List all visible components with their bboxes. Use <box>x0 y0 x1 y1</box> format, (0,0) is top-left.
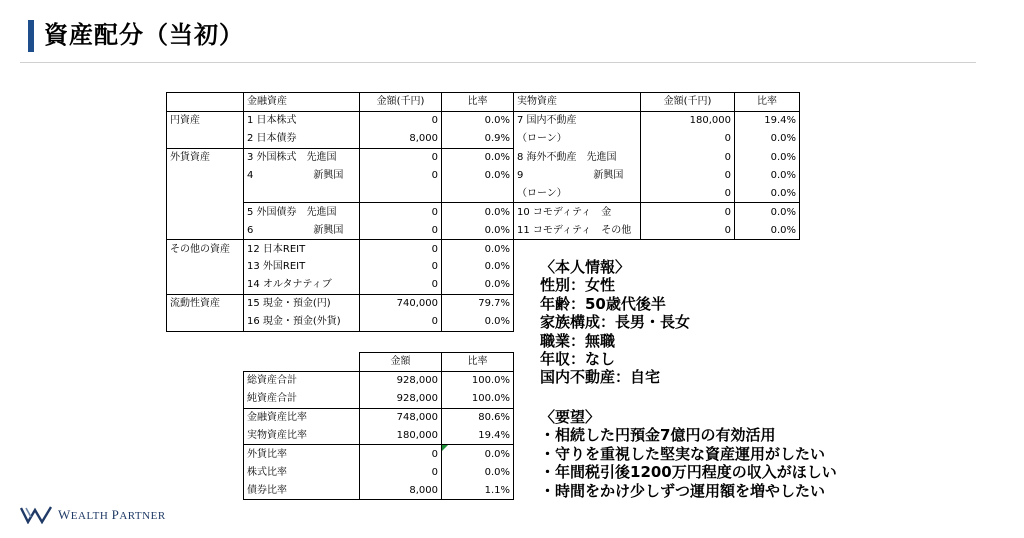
financial-amount: 0 <box>360 148 442 166</box>
financial-item: 1 日本株式 <box>244 111 360 129</box>
title-divider <box>20 62 976 63</box>
summary-amount: 748,000 <box>360 408 442 426</box>
profile-line: 家族構成：長男・長女 <box>540 313 691 332</box>
category-cell <box>167 167 244 185</box>
summary-ratio: 1.1% <box>442 481 514 499</box>
financial-amount: 0 <box>360 167 442 185</box>
company-logo <box>20 506 166 524</box>
category-cell <box>167 276 244 294</box>
profile-line: 年収：なし <box>540 350 616 369</box>
table-row <box>167 240 800 258</box>
real-amount: 0 <box>641 203 735 221</box>
summary-amount: 0 <box>360 445 442 463</box>
wealth-partner-logo-icon <box>20 506 52 524</box>
summary-amount: 8,000 <box>360 481 442 499</box>
real-item: 8 海外不動産 先進国 <box>514 148 641 166</box>
summary-header-amount: 金額 <box>360 353 442 372</box>
summary-label: 総資産合計 <box>244 371 360 389</box>
header-amount: 金額(千円) <box>360 93 442 112</box>
category-cell: 円資産 <box>167 111 244 129</box>
financial-ratio <box>442 184 514 202</box>
real-amount: 0 <box>641 221 735 239</box>
summary-ratio: 100.0% <box>442 390 514 408</box>
table-row <box>167 148 800 166</box>
summary-amount: 180,000 <box>360 427 442 445</box>
table-row <box>167 167 800 185</box>
financial-amount <box>360 184 442 202</box>
real-item: 9 新興国 <box>514 167 641 185</box>
table-row <box>167 130 800 148</box>
financial-item: 3 外国株式 先進国 <box>244 148 360 166</box>
summary-ratio: 0.0% <box>442 463 514 481</box>
financial-ratio: 0.0% <box>442 148 514 166</box>
category-cell <box>167 221 244 239</box>
real-item: 10 コモディティ 金 <box>514 203 641 221</box>
profile-heading: 〈本人情報〉 <box>540 258 631 276</box>
financial-ratio: 0.0% <box>442 276 514 294</box>
category-cell <box>167 130 244 148</box>
page-title: 資産配分（当初） <box>44 21 244 49</box>
financial-amount: 0 <box>360 221 442 239</box>
real-ratio: 0.0% <box>735 203 800 221</box>
financial-item: 12 日本REIT <box>244 240 360 258</box>
summary-label: 金融資産比率 <box>244 408 360 426</box>
real-ratio: 0.0% <box>735 167 800 185</box>
summary-row <box>244 481 514 499</box>
table-row <box>167 203 800 221</box>
financial-amount: 740,000 <box>360 294 442 312</box>
summary-header-ratio: 比率 <box>442 353 514 372</box>
summary-label: 外貨比率 <box>244 445 360 463</box>
profile-line: 国内不動産：自宅 <box>540 368 661 387</box>
profile-line: 性別：女性 <box>540 276 616 295</box>
financial-item: 14 オルタナティブ <box>244 276 360 294</box>
category-cell <box>167 313 244 331</box>
table-row <box>167 184 800 202</box>
summary-ratio: 0.0% <box>442 445 514 463</box>
real-amount: 0 <box>641 130 735 148</box>
real-item: （ローン） <box>514 130 641 148</box>
financial-ratio: 0.0% <box>442 221 514 239</box>
real-amount: 0 <box>641 167 735 185</box>
table-row <box>167 313 800 331</box>
financial-amount: 8,000 <box>360 130 442 148</box>
summary-row <box>244 371 514 389</box>
real-ratio: 0.0% <box>735 130 800 148</box>
financial-ratio: 0.0% <box>442 240 514 258</box>
financial-ratio: 0.0% <box>442 167 514 185</box>
financial-ratio: 79.7% <box>442 294 514 312</box>
financial-item <box>244 184 360 202</box>
table-header-row <box>167 93 800 112</box>
financial-ratio: 0.0% <box>442 313 514 331</box>
wish-line: ・年間税引後1200万円程度の収入がほしい <box>540 463 837 482</box>
financial-ratio: 0.0% <box>442 258 514 276</box>
header-real: 実物資産 <box>514 93 641 112</box>
wish-line: ・守りを重視した堅実な資産運用がしたい <box>540 444 826 463</box>
summary-row <box>244 390 514 408</box>
header-empty <box>167 93 244 112</box>
title-accent-bar <box>28 20 34 52</box>
table-row <box>167 294 800 312</box>
financial-item: 5 外国債券 先進国 <box>244 203 360 221</box>
financial-amount: 0 <box>360 240 442 258</box>
summary-ratio: 100.0% <box>442 371 514 389</box>
summary-label: 債券比率 <box>244 481 360 499</box>
financial-item: 15 現金・預金(円) <box>244 294 360 312</box>
wish-line: ・時間をかけ少しずつ運用額を増やしたい <box>540 481 826 500</box>
real-ratio: 0.0% <box>735 184 800 202</box>
profile-line: 年齢：50歳代後半 <box>540 294 666 313</box>
financial-amount: 0 <box>360 203 442 221</box>
header-financial: 金融資産 <box>244 93 360 112</box>
summary-row <box>244 427 514 445</box>
financial-amount: 0 <box>360 313 442 331</box>
financial-item: 4 新興国 <box>244 167 360 185</box>
summary-amount: 928,000 <box>360 371 442 389</box>
summary-row <box>244 463 514 481</box>
financial-ratio: 0.0% <box>442 111 514 129</box>
category-cell <box>167 184 244 202</box>
profile-section <box>540 258 690 387</box>
financial-amount: 0 <box>360 276 442 294</box>
summary-table <box>243 352 514 500</box>
real-item: 7 国内不動産 <box>514 111 641 129</box>
logo-text: WEALTH PARTNER <box>58 507 166 522</box>
summary-label: 純資産合計 <box>244 390 360 408</box>
category-cell <box>167 258 244 276</box>
financial-item: 6 新興国 <box>244 221 360 239</box>
summary-header-row <box>244 353 514 372</box>
financial-item: 16 現金・預金(外貨) <box>244 313 360 331</box>
wish-line: ・相続した円預金7億円の有効活用 <box>540 426 776 445</box>
summary-row <box>244 408 514 426</box>
financial-amount: 0 <box>360 258 442 276</box>
real-amount: 0 <box>641 148 735 166</box>
wishes-heading: 〈要望〉 <box>540 408 601 426</box>
summary-label: 株式比率 <box>244 463 360 481</box>
real-item: 11 コモディティ その他 <box>514 221 641 239</box>
category-cell: その他の資産 <box>167 240 244 258</box>
summary-amount: 0 <box>360 463 442 481</box>
category-cell: 外貨資産 <box>167 148 244 166</box>
financial-item: 13 外国REIT <box>244 258 360 276</box>
table-row <box>167 258 800 276</box>
profile-line: 職業：無職 <box>540 331 616 350</box>
financial-ratio: 0.9% <box>442 130 514 148</box>
summary-ratio: 80.6% <box>442 408 514 426</box>
summary-ratio: 19.4% <box>442 427 514 445</box>
financial-ratio: 0.0% <box>442 203 514 221</box>
real-amount: 180,000 <box>641 111 735 129</box>
asset-allocation-table <box>166 92 800 332</box>
category-cell <box>167 203 244 221</box>
table-row <box>167 276 800 294</box>
real-ratio: 0.0% <box>735 221 800 239</box>
real-item: （ローン） <box>514 184 641 202</box>
table-row <box>167 111 800 129</box>
header-ratio: 比率 <box>442 93 514 112</box>
real-ratio: 19.4% <box>735 111 800 129</box>
summary-amount: 928,000 <box>360 390 442 408</box>
real-amount: 0 <box>641 184 735 202</box>
financial-amount: 0 <box>360 111 442 129</box>
real-ratio: 0.0% <box>735 148 800 166</box>
financial-item: 2 日本債券 <box>244 130 360 148</box>
wishes-section <box>540 408 837 500</box>
header-real-ratio: 比率 <box>735 93 800 112</box>
header-real-amount: 金額(千円) <box>641 93 735 112</box>
summary-row <box>244 445 514 463</box>
category-cell: 流動性資産 <box>167 294 244 312</box>
table-row <box>167 221 800 239</box>
summary-label: 実物資産比率 <box>244 427 360 445</box>
